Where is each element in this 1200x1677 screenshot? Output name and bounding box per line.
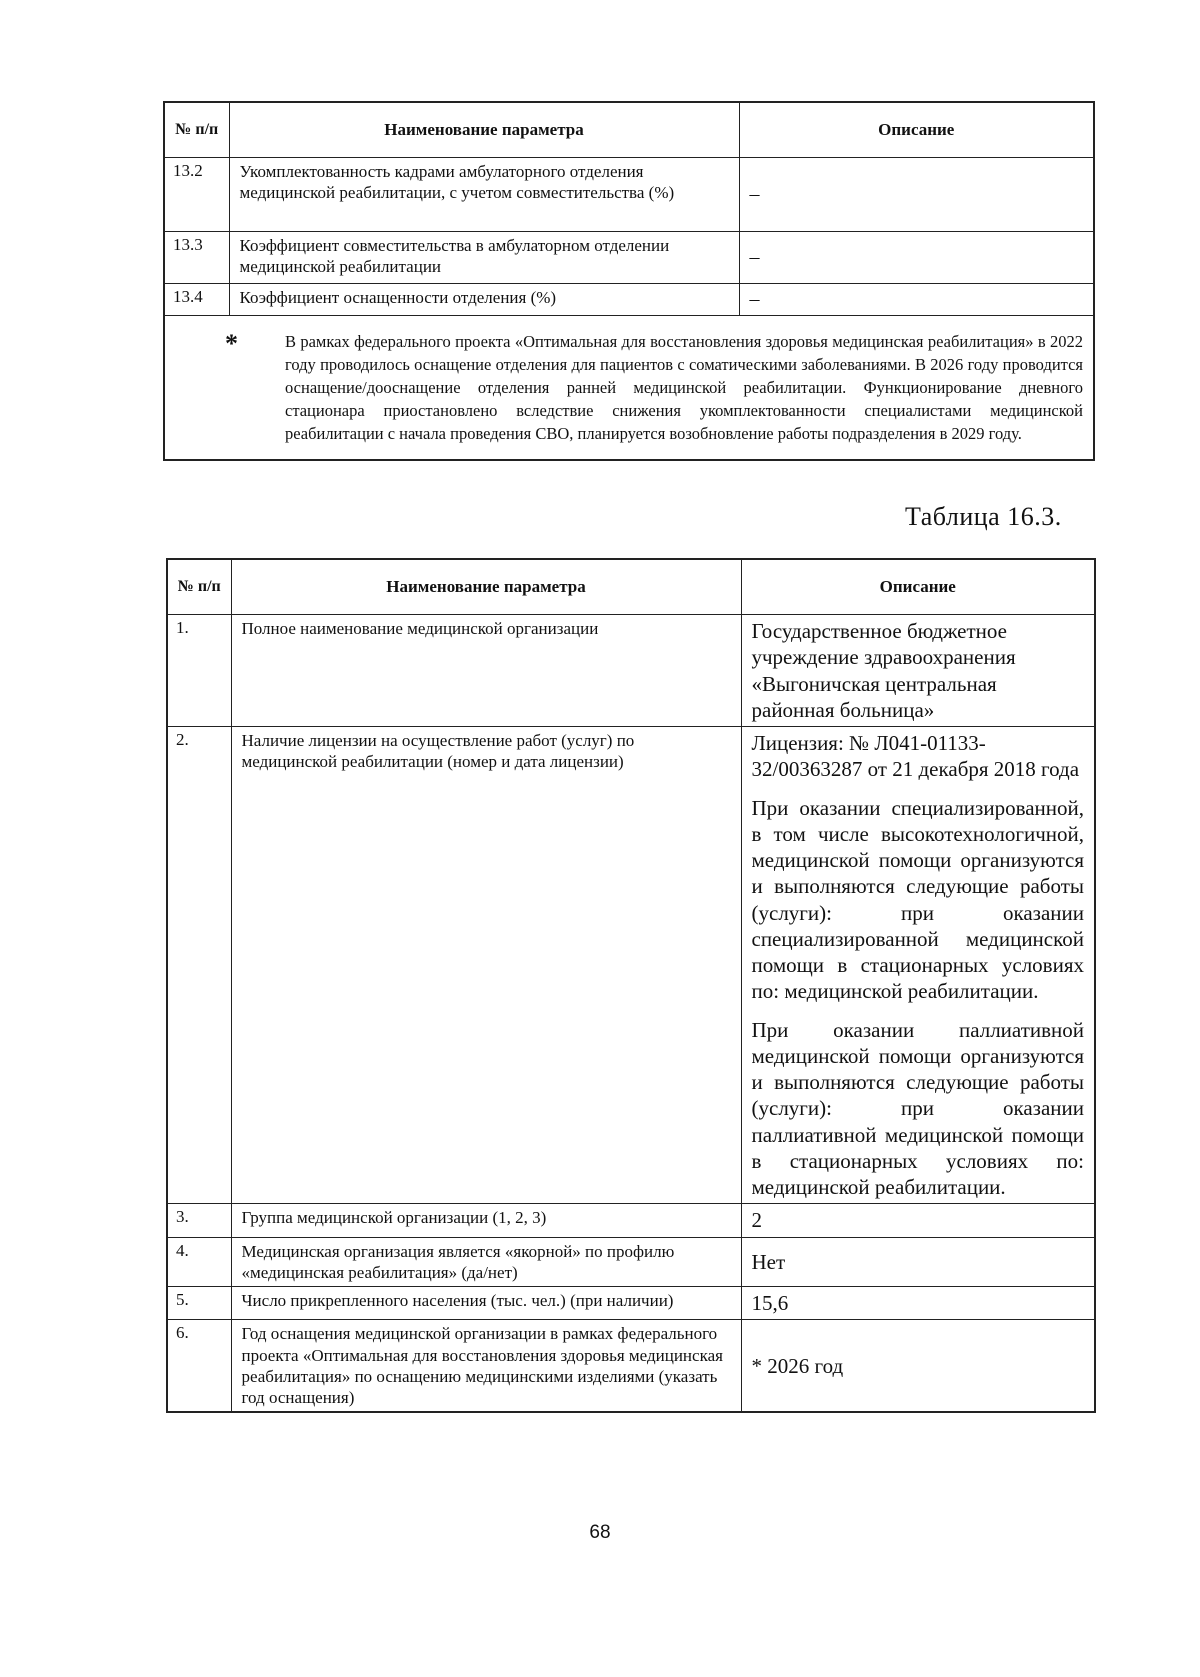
palliative-care-services: При оказании паллиативной медицинской помощи организуются и выполняются следующие работы (услуги): при оказании паллиативной медицинской помощи в стационарных условиях по: медицинской реабилитации.: [751, 1017, 1084, 1199]
footnote-asterisk: *: [225, 329, 238, 358]
table-row: [164, 284, 1094, 316]
row-description: –: [739, 284, 1094, 316]
row-parameter: Группа медицинской организации (1, 2, 3): [231, 1204, 741, 1237]
column-header-number: № п/п: [164, 102, 229, 158]
row-number: 6.: [167, 1320, 231, 1413]
row-description: [741, 615, 1095, 727]
table-row: [167, 1237, 1095, 1287]
specialized-care-services: При оказании специализированной, в том числе высокотехнологичной, медицинской помощи организуются и выполняются следующие работы (услуги): при оказании специализированной медицинской помощи в стационарных условиях по: медицинской реабилитации.: [751, 795, 1084, 1004]
table-row: [167, 1320, 1095, 1413]
table-header-row: [164, 102, 1094, 158]
table-row: [164, 158, 1094, 232]
row-parameter: Укомплектованность кадрами амбулаторного отделения медицинской реабилитации, с учетом совместительства (%): [229, 158, 739, 232]
row-parameter: Полное наименование медицинской организации: [231, 615, 741, 727]
row-number: 2.: [167, 727, 231, 1204]
medical-organization-table: [166, 558, 1096, 1413]
row-parameter: Медицинская организация является «якорной» по профилю «медицинская реабилитация» (да/нет): [231, 1237, 741, 1287]
footnote-text: В рамках федерального проекта «Оптимальная для восстановления здоровья медицинская реабилитация» в 2022 году проводилось оснащение отделения для пациентов с соматическими заболеваниями. В 2026 году проводится оснащение/дооснащение отделения ранней медицинской реабилитации. Функционирование дневного стационара приостановлено вследствие снижения укомплектованности специалистами медицинской реабилитации с начала проведения СВО, планируется возобновление работы подразделения в 2029 году.: [285, 332, 1083, 444]
column-header-description: Описание: [741, 559, 1095, 615]
row-number: 1.: [167, 615, 231, 727]
parameters-table-continued: [163, 101, 1095, 461]
row-number: 13.2: [164, 158, 229, 232]
page-number: 68: [589, 1522, 611, 1543]
license-info: Лицензия: № Л041-01133-32/00363287 от 21 декабря 2018 года: [751, 731, 1080, 782]
row-description: [741, 727, 1095, 1204]
row-description: * 2026 год: [741, 1320, 1095, 1413]
row-parameter: Коэффициент оснащенности отделения (%): [229, 284, 739, 316]
row-number: 13.3: [164, 232, 229, 284]
table-row: [167, 1287, 1095, 1320]
row-description: 15,6: [741, 1287, 1095, 1320]
column-header-parameter: Наименование параметра: [231, 559, 741, 615]
row-description: –: [739, 232, 1094, 284]
row-parameter: Коэффициент совместительства в амбулаторном отделении медицинской реабилитации: [229, 232, 739, 284]
footnote-row: [164, 316, 1094, 461]
table-row: [167, 615, 1095, 727]
column-header-number: № п/п: [167, 559, 231, 615]
organization-name: Государственное бюджетное учреждение здравоохранения «Выгоничская центральная районная больница»: [751, 619, 1016, 722]
table-header-row: [167, 559, 1095, 615]
row-description: 2: [741, 1204, 1095, 1237]
row-number: 4.: [167, 1237, 231, 1287]
row-description: Нет: [741, 1237, 1095, 1287]
row-number: 13.4: [164, 284, 229, 316]
footnote-cell: [164, 316, 1094, 461]
column-header-parameter: Наименование параметра: [229, 102, 739, 158]
footnote: [225, 330, 1083, 445]
row-number: 5.: [167, 1287, 231, 1320]
row-description: –: [739, 158, 1094, 232]
row-parameter: Число прикрепленного населения (тыс. чел.) (при наличии): [231, 1287, 741, 1320]
row-number: 3.: [167, 1204, 231, 1237]
table-row: [164, 232, 1094, 284]
column-header-description: Описание: [739, 102, 1094, 158]
row-parameter: Год оснащения медицинской организации в рамках федерального проекта «Оптимальная для восстановления здоровья медицинская реабилитация» по оснащению медицинскими изделиями (указать год оснащения): [231, 1320, 741, 1413]
table-row: [167, 727, 1095, 1204]
table-row: [167, 1204, 1095, 1237]
row-parameter: Наличие лицензии на осуществление работ (услуг) по медицинской реабилитации (номер и дата лицензии): [231, 727, 741, 1204]
table-caption: Таблица 16.3.: [905, 502, 1062, 531]
